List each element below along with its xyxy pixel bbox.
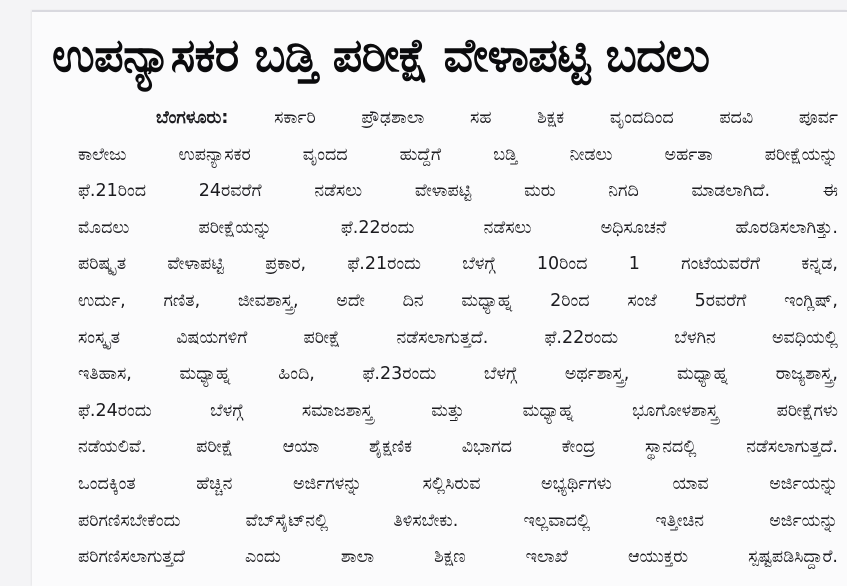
article-line: ಪರಿಗಣಿಸಲಾಗುತ್ತದೆ ಎಂದು ಶಾಲಾ ಶಿಕ್ಷಣ ಇಲಾಖೆ ಆಯುಕ್ತರು ಸ್ಪಷ್ಟಪಡಿಸಿದ್ದಾರೆ. [78,547,838,568]
article-line: ಒಂದಕ್ಕಿಂತ ಹೆಚ್ಚಿನ ಅರ್ಜಿಗಳನ್ನು ಸಲ್ಲಿಸಿರುವ ಅಭ್ಯರ್ಥಿಗಳು ಯಾವ ಅರ್ಜಿಯನ್ನು [78,473,838,494]
article-line: ಪರಿಷ್ಕೃತ ವೇಳಾಪಟ್ಟಿ ಪ್ರಕಾರ, ಫೆ.21ರಂದು ಬೆಳಗ್ಗೆ 10ರಿಂದ 1 ಗಂಟೆಯವರೆಗೆ ಕನ್ನಡ, [78,254,838,275]
article-line-1 [78,100,838,137]
article-line: ನಡೆಯಲಿವೆ. ಪರೀಕ್ಷೆ ಆಯಾ ಶೈಕ್ಷಣಿಕ ವಿಭಾಗದ ಕೇಂದ್ರ ಸ್ಥಾನದಲ್ಲಿ ನಡೆಸಲಾಗುತ್ತದೆ. [78,437,838,458]
article-line: ಕಾಲೇಜು ಉಪನ್ಯಾಸಕರ ವೃಂದದ ಹುದ್ದೆಗೆ ಬಡ್ತಿ ನೀಡಲು ಅರ್ಹತಾ ಪರೀಕ್ಷೆಯನ್ನು [78,144,838,165]
headline: ಉಪನ್ಯಾಸಕರ ಬಡ್ತಿ ಪರೀಕ್ಷೆ ವೇಳಾಪಟ್ಟಿ ಬದಲು [52,28,710,82]
article-line: ಇತಿಹಾಸ, ಮಧ್ಯಾಹ್ನ ಹಿಂದಿ, ಫೆ.23ರಂದು ಬೆಳಗ್ಗೆ ಅರ್ಥಶಾಸ್ತ್ರ, ಮಧ್ಯಾಹ್ನ ರಾಜ್ಯಶಾಸ್ತ್ರ, [78,364,838,385]
first-line-text: ಸರ್ಕಾರಿ ಪ್ರೌಢಶಾಲಾ ಸಹ ಶಿಕ್ಷಕ ವೃಂದದಿಂದ ಪದವಿ ಪೂರ್ವ [228,108,838,128]
article-line: ಉರ್ದು, ಗಣಿತ, ಜೀವಶಾಸ್ತ್ರ, ಅದೇ ದಿನ ಮಧ್ಯಾಹ್ನ 2ರಿಂದ ಸಂಜೆ 5ರವರೆಗೆ ಇಂಗ್ಲಿಷ್, [78,290,838,311]
article-line: ಸಂಸ್ಕೃತ ವಿಷಯಗಳಿಗೆ ಪರೀಕ್ಷೆ ನಡೆಸಲಾಗುತ್ತದೆ. ಫೆ.22ರಂದು ಬೆಳಗಿನ ಅವಧಿಯಲ್ಲಿ [78,327,838,348]
article-line: ಫೆ.24ರಂದು ಬೆಳಗ್ಗೆ ಸಮಾಜಶಾಸ್ತ್ರ ಮತ್ತು ಮಧ್ಯಾಹ್ನ ಭೂಗೋಳಶಾಸ್ತ್ರ ಪರೀಕ್ಷೆಗಳು [78,400,838,421]
top-rule [32,10,847,12]
article-body [78,100,838,576]
article-line: ಮೊದಲು ಪರೀಕ್ಷೆಯನ್ನು ಫೆ.22ರಂದು ನಡೆಸಲು ಅಧಿಸೂಚನೆ ಹೊರಡಿಸಲಾಗಿತ್ತು. [78,217,838,238]
article-line: ಫೆ.21ರಿಂದ 24ರವರೆಗೆ ನಡೆಸಲು ವೇಳಾಪಟ್ಟಿ ಮರು ನಿಗದಿ ಮಾಡಲಾಗಿದೆ. ಈ [78,181,838,202]
article-line: ಪರಿಗಣಿಸಬೇಕೆಂದು ವೆಬ್‌ಸೈಟ್‌ನಲ್ಲಿ ತಿಳಿಸಬೇಕು. ಇಲ್ಲವಾದಲ್ಲಿ ಇತ್ತೀಚಿನ ಅರ್ಜಿಯನ್ನು [78,510,838,531]
dateline: ಬೆಂಗಳೂರು: [156,108,229,128]
newspaper-clipping [32,10,847,586]
